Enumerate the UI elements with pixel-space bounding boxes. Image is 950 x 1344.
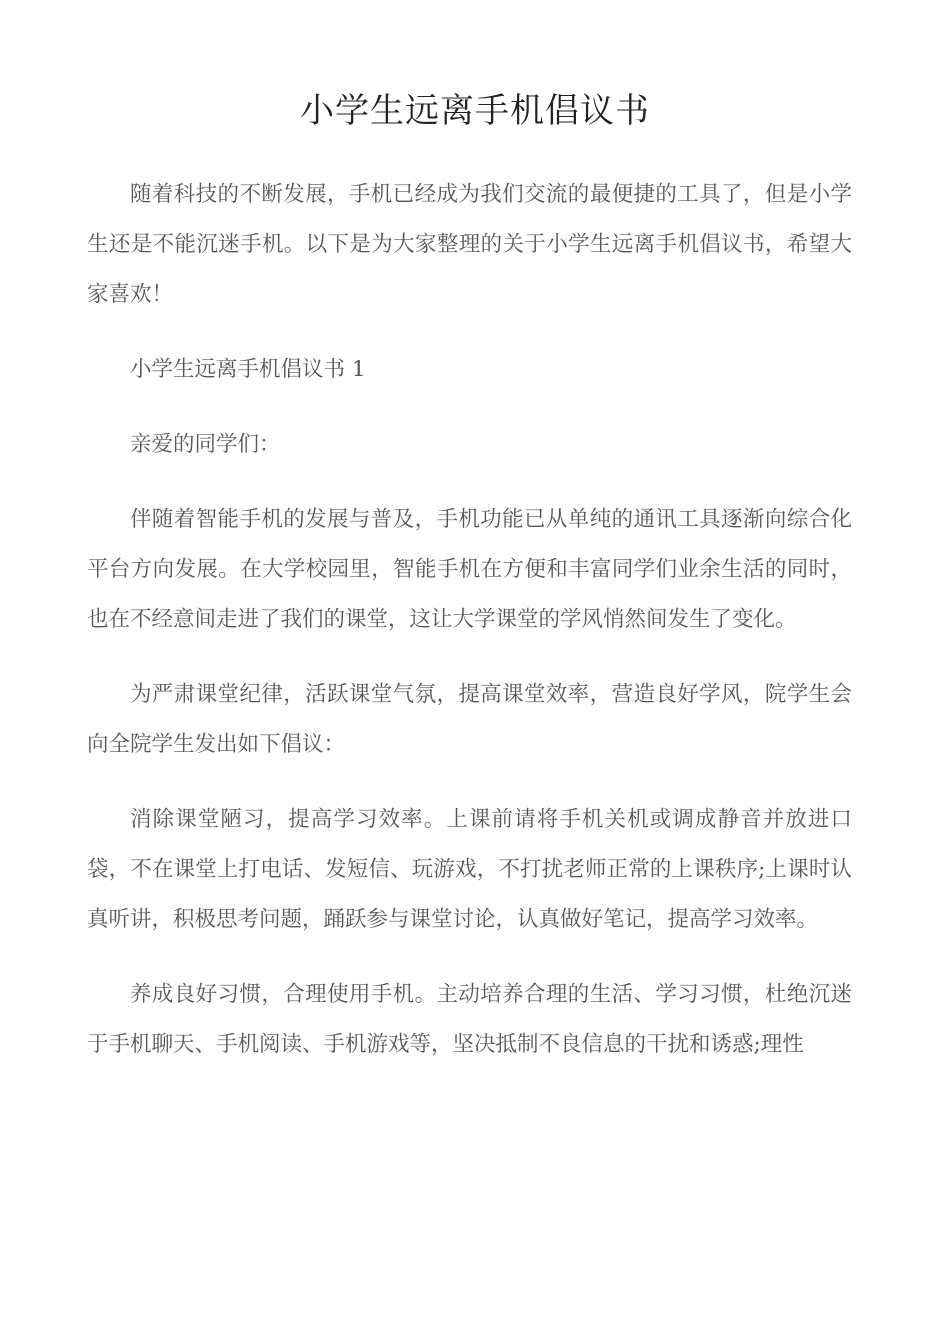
section-heading: 小学生远离手机倡议书 1	[130, 357, 366, 382]
salutation: 亲爱的同学们：	[130, 432, 281, 457]
body-paragraph: 为严肃课堂纪律，活跃课堂气氛，提高课堂效率，营造良好学风，院学生会向全院学生发出如下倡议：	[87, 682, 852, 757]
document-title: 小学生远离手机倡议书	[300, 91, 650, 131]
document-body	[87, 170, 852, 1095]
body-paragraph: 伴随着智能手机的发展与普及，手机功能已从单纯的通讯工具逐渐向综合化平台方向发展。在大学校园里，智能手机在方便和丰富同学们业余生活的同时，也在不经意间走进了我们的课堂，这让大学课堂的学风悄然间发生了变化。	[87, 507, 852, 632]
intro-paragraph: 随着科技的不断发展，手机已经成为我们交流的最便捷的工具了，但是小学生还是不能沉迷手机。以下是为大家整理的关于小学生远离手机倡议书，希望大家喜欢！	[87, 182, 852, 307]
body-paragraph: 养成良好习惯，合理使用手机。主动培养合理的生活、学习习惯，杜绝沉迷于手机聊天、手机阅读、手机游戏等，坚决抵制不良信息的干扰和诱惑;理性	[87, 982, 852, 1057]
body-paragraph: 消除课堂陋习，提高学习效率。上课前请将手机关机或调成静音并放进口袋，不在课堂上打电话、发短信、玩游戏，不打扰老师正常的上课秩序;上课时认真听讲，积极思考问题，踊跃参与课堂讨论，认真做好笔记，提高学习效率。	[87, 807, 852, 932]
